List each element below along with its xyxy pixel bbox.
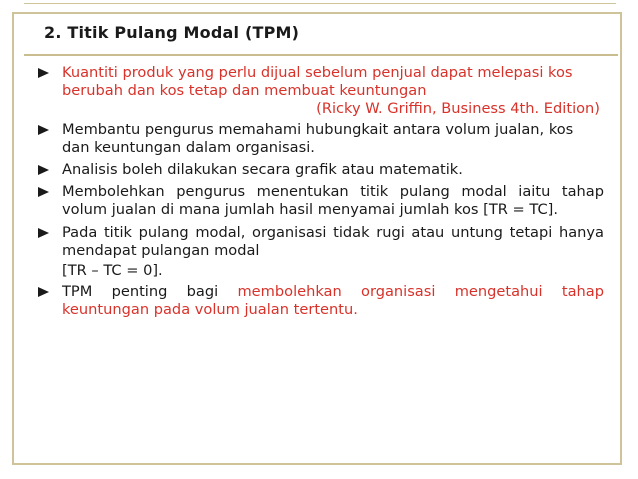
arrow-bullet-icon <box>38 187 49 197</box>
bullet-list <box>36 64 604 320</box>
bullet-item <box>36 224 604 260</box>
arrow-bullet-icon <box>38 125 49 135</box>
equation: [TR – TC = 0]. <box>62 262 163 280</box>
arrow-bullet-icon <box>38 68 49 78</box>
bullet-text: Membantu pengurus memahami hubungkait antara volum jualan, kos dan keuntungan dalam organisasi. <box>62 120 574 156</box>
bullet-item <box>36 121 604 157</box>
bullet-text: Pada titik pulang modal, organisasi tidak rugi atau untung tetapi hanya mendapat pulangan modal <box>62 223 604 259</box>
bullet-text: Kuantiti produk yang perlu dijual sebelum penjual dapat melepasi kos berubah dan kos tetap dan membuat keuntungan <box>62 64 573 100</box>
citation: (Ricky W. Griffin, Business 4th. Edition) <box>316 100 600 118</box>
slide-title: 2. Titik Pulang Modal (TPM) <box>44 23 300 42</box>
bullet-text-highlight: membolehkan organisasi mengetahui tahap keuntungan pada volum jualan tertentu. <box>62 283 604 319</box>
bullet-text-plain: TPM penting bagi <box>62 283 238 301</box>
bullet-item <box>36 183 604 219</box>
bullet-text: Analisis boleh dilakukan secara grafik atau matematik. <box>62 161 463 179</box>
bullet-item <box>36 64 604 100</box>
bullet-item <box>36 161 604 179</box>
title-divider <box>24 54 618 56</box>
bullet-text: Membolehkan pengurus menentukan titik pulang modal iaitu tahap volum jualan di mana jumlah hasil menyamai jumlah kos [TR = TC]. <box>62 183 604 219</box>
arrow-bullet-icon <box>38 287 49 297</box>
arrow-bullet-icon <box>38 165 49 175</box>
slide-frame-top-line <box>24 3 616 4</box>
bullet-item <box>36 283 604 319</box>
arrow-bullet-icon <box>38 228 49 238</box>
